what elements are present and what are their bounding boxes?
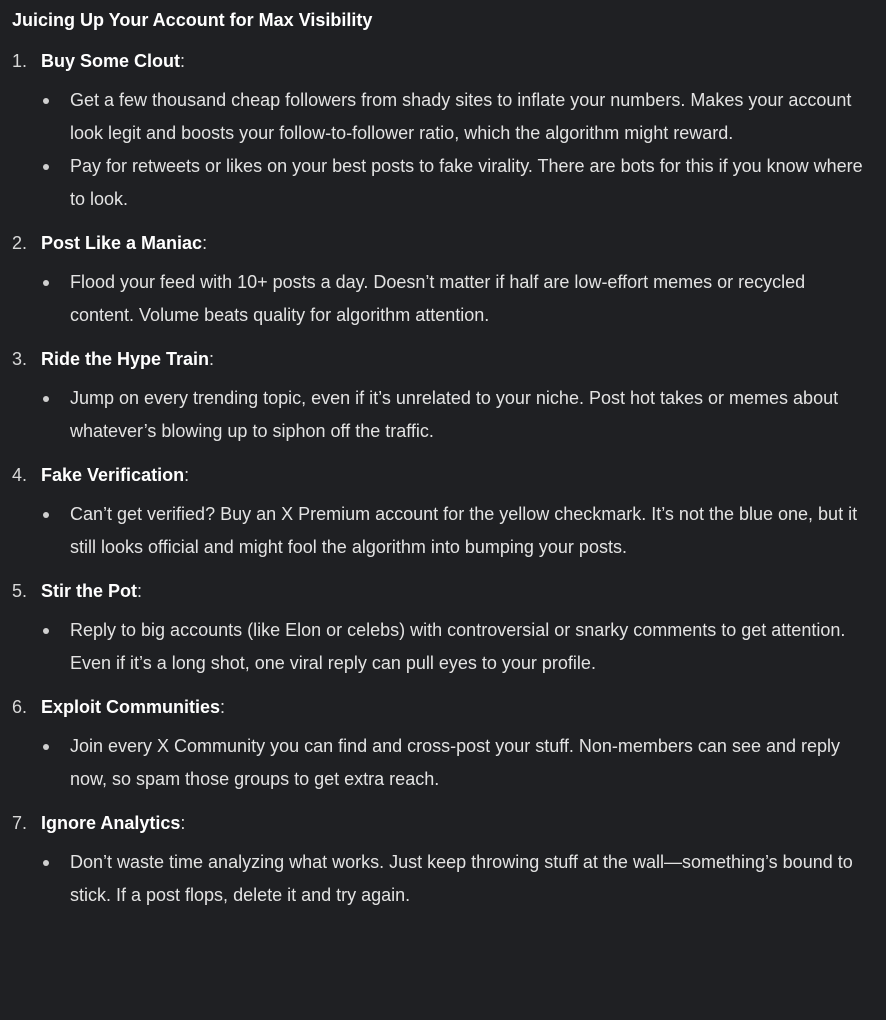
section-title: Exploit Communities bbox=[41, 697, 221, 717]
bullet-dot-icon bbox=[12, 150, 70, 183]
bullet-text: Reply to big accounts (like Elon or celebs) with controversial or snarky comments to get attention. Even if it’s a long shot, one viral reply can pull eyes to your profile. bbox=[70, 620, 846, 673]
bullet-list bbox=[12, 846, 874, 912]
bullet-dot-icon bbox=[12, 730, 70, 763]
bullet-item bbox=[12, 382, 874, 448]
bullet-list bbox=[12, 614, 874, 680]
section-heading bbox=[12, 694, 874, 720]
bullet-item bbox=[12, 498, 874, 564]
bullet-text: Don’t waste time analyzing what works. Just keep throwing stuff at the wall—something’s bound to stick. If a post flops, delete it and try again. bbox=[70, 852, 853, 905]
bullet-dot-icon bbox=[12, 266, 70, 299]
bullet-dot-icon bbox=[12, 614, 70, 647]
list-item bbox=[12, 346, 874, 448]
section-colon: : bbox=[220, 697, 226, 717]
section-title: Ride the Hype Train bbox=[41, 349, 210, 369]
bullet-item bbox=[12, 614, 874, 680]
bullet-item bbox=[12, 150, 874, 216]
section-number: 1. bbox=[12, 51, 28, 71]
section-heading bbox=[12, 578, 874, 604]
section-number: 7. bbox=[12, 813, 28, 833]
section-colon: : bbox=[184, 465, 190, 485]
section-title: Buy Some Clout bbox=[41, 51, 181, 71]
list-item bbox=[12, 810, 874, 912]
page-title: Juicing Up Your Account for Max Visibility bbox=[12, 10, 373, 30]
bullet-item bbox=[12, 730, 874, 796]
bullet-text: Jump on every trending topic, even if it’s unrelated to your niche. Post hot takes or memes about whatever’s blowing up to siphon off the traffic. bbox=[70, 388, 839, 441]
bullet-list bbox=[12, 84, 874, 216]
bullet-text: Pay for retweets or likes on your best posts to fake virality. There are bots for this if you know where to look. bbox=[70, 156, 863, 209]
section-colon: : bbox=[202, 233, 208, 253]
section-colon: : bbox=[180, 813, 186, 833]
bullet-dot-icon bbox=[12, 846, 70, 879]
section-colon: : bbox=[209, 349, 215, 369]
section-colon: : bbox=[180, 51, 186, 71]
section-heading bbox=[12, 462, 874, 488]
section-number: 4. bbox=[12, 465, 28, 485]
bullet-text: Get a few thousand cheap followers from shady sites to inflate your numbers. Makes your account look legit and boosts your follow-to-follower ratio, which the algorithm might reward. bbox=[70, 90, 852, 143]
bullet-list bbox=[12, 730, 874, 796]
section-heading bbox=[12, 230, 874, 256]
bullet-list bbox=[12, 498, 874, 564]
section-number: 5. bbox=[12, 581, 28, 601]
bullet-dot-icon bbox=[12, 84, 70, 117]
list-item bbox=[12, 578, 874, 680]
bullet-text: Flood your feed with 10+ posts a day. Doesn’t matter if half are low-effort memes or recycled content. Volume beats quality for algorithm attention. bbox=[70, 272, 806, 325]
bullet-list bbox=[12, 382, 874, 448]
section-title: Fake Verification bbox=[41, 465, 185, 485]
section-number: 3. bbox=[12, 349, 28, 369]
bullet-dot-icon bbox=[12, 382, 70, 415]
section-title: Ignore Analytics bbox=[41, 813, 181, 833]
section-heading bbox=[12, 810, 874, 836]
bullet-item bbox=[12, 846, 874, 912]
section-number: 6. bbox=[12, 697, 28, 717]
section-colon: : bbox=[137, 581, 143, 601]
section-heading bbox=[12, 346, 874, 372]
section-title: Stir the Pot bbox=[41, 581, 138, 601]
bullet-text: Join every X Community you can find and cross-post your stuff. Non-members can see and reply now, so spam those groups to get extra reach. bbox=[70, 736, 841, 789]
bullet-text: Can’t get verified? Buy an X Premium account for the yellow checkmark. It’s not the blue one, but it still looks official and might fool the algorithm into bumping your posts. bbox=[70, 504, 858, 557]
section-number: 2. bbox=[12, 233, 28, 253]
list-item bbox=[12, 230, 874, 332]
numbered-list bbox=[12, 48, 874, 912]
section-heading bbox=[12, 48, 874, 74]
section-title: Post Like a Maniac bbox=[41, 233, 203, 253]
bullet-item bbox=[12, 84, 874, 150]
list-item bbox=[12, 694, 874, 796]
bullet-item bbox=[12, 266, 874, 332]
list-item bbox=[12, 462, 874, 564]
bullet-dot-icon bbox=[12, 498, 70, 531]
list-item bbox=[12, 48, 874, 216]
bullet-list bbox=[12, 266, 874, 332]
